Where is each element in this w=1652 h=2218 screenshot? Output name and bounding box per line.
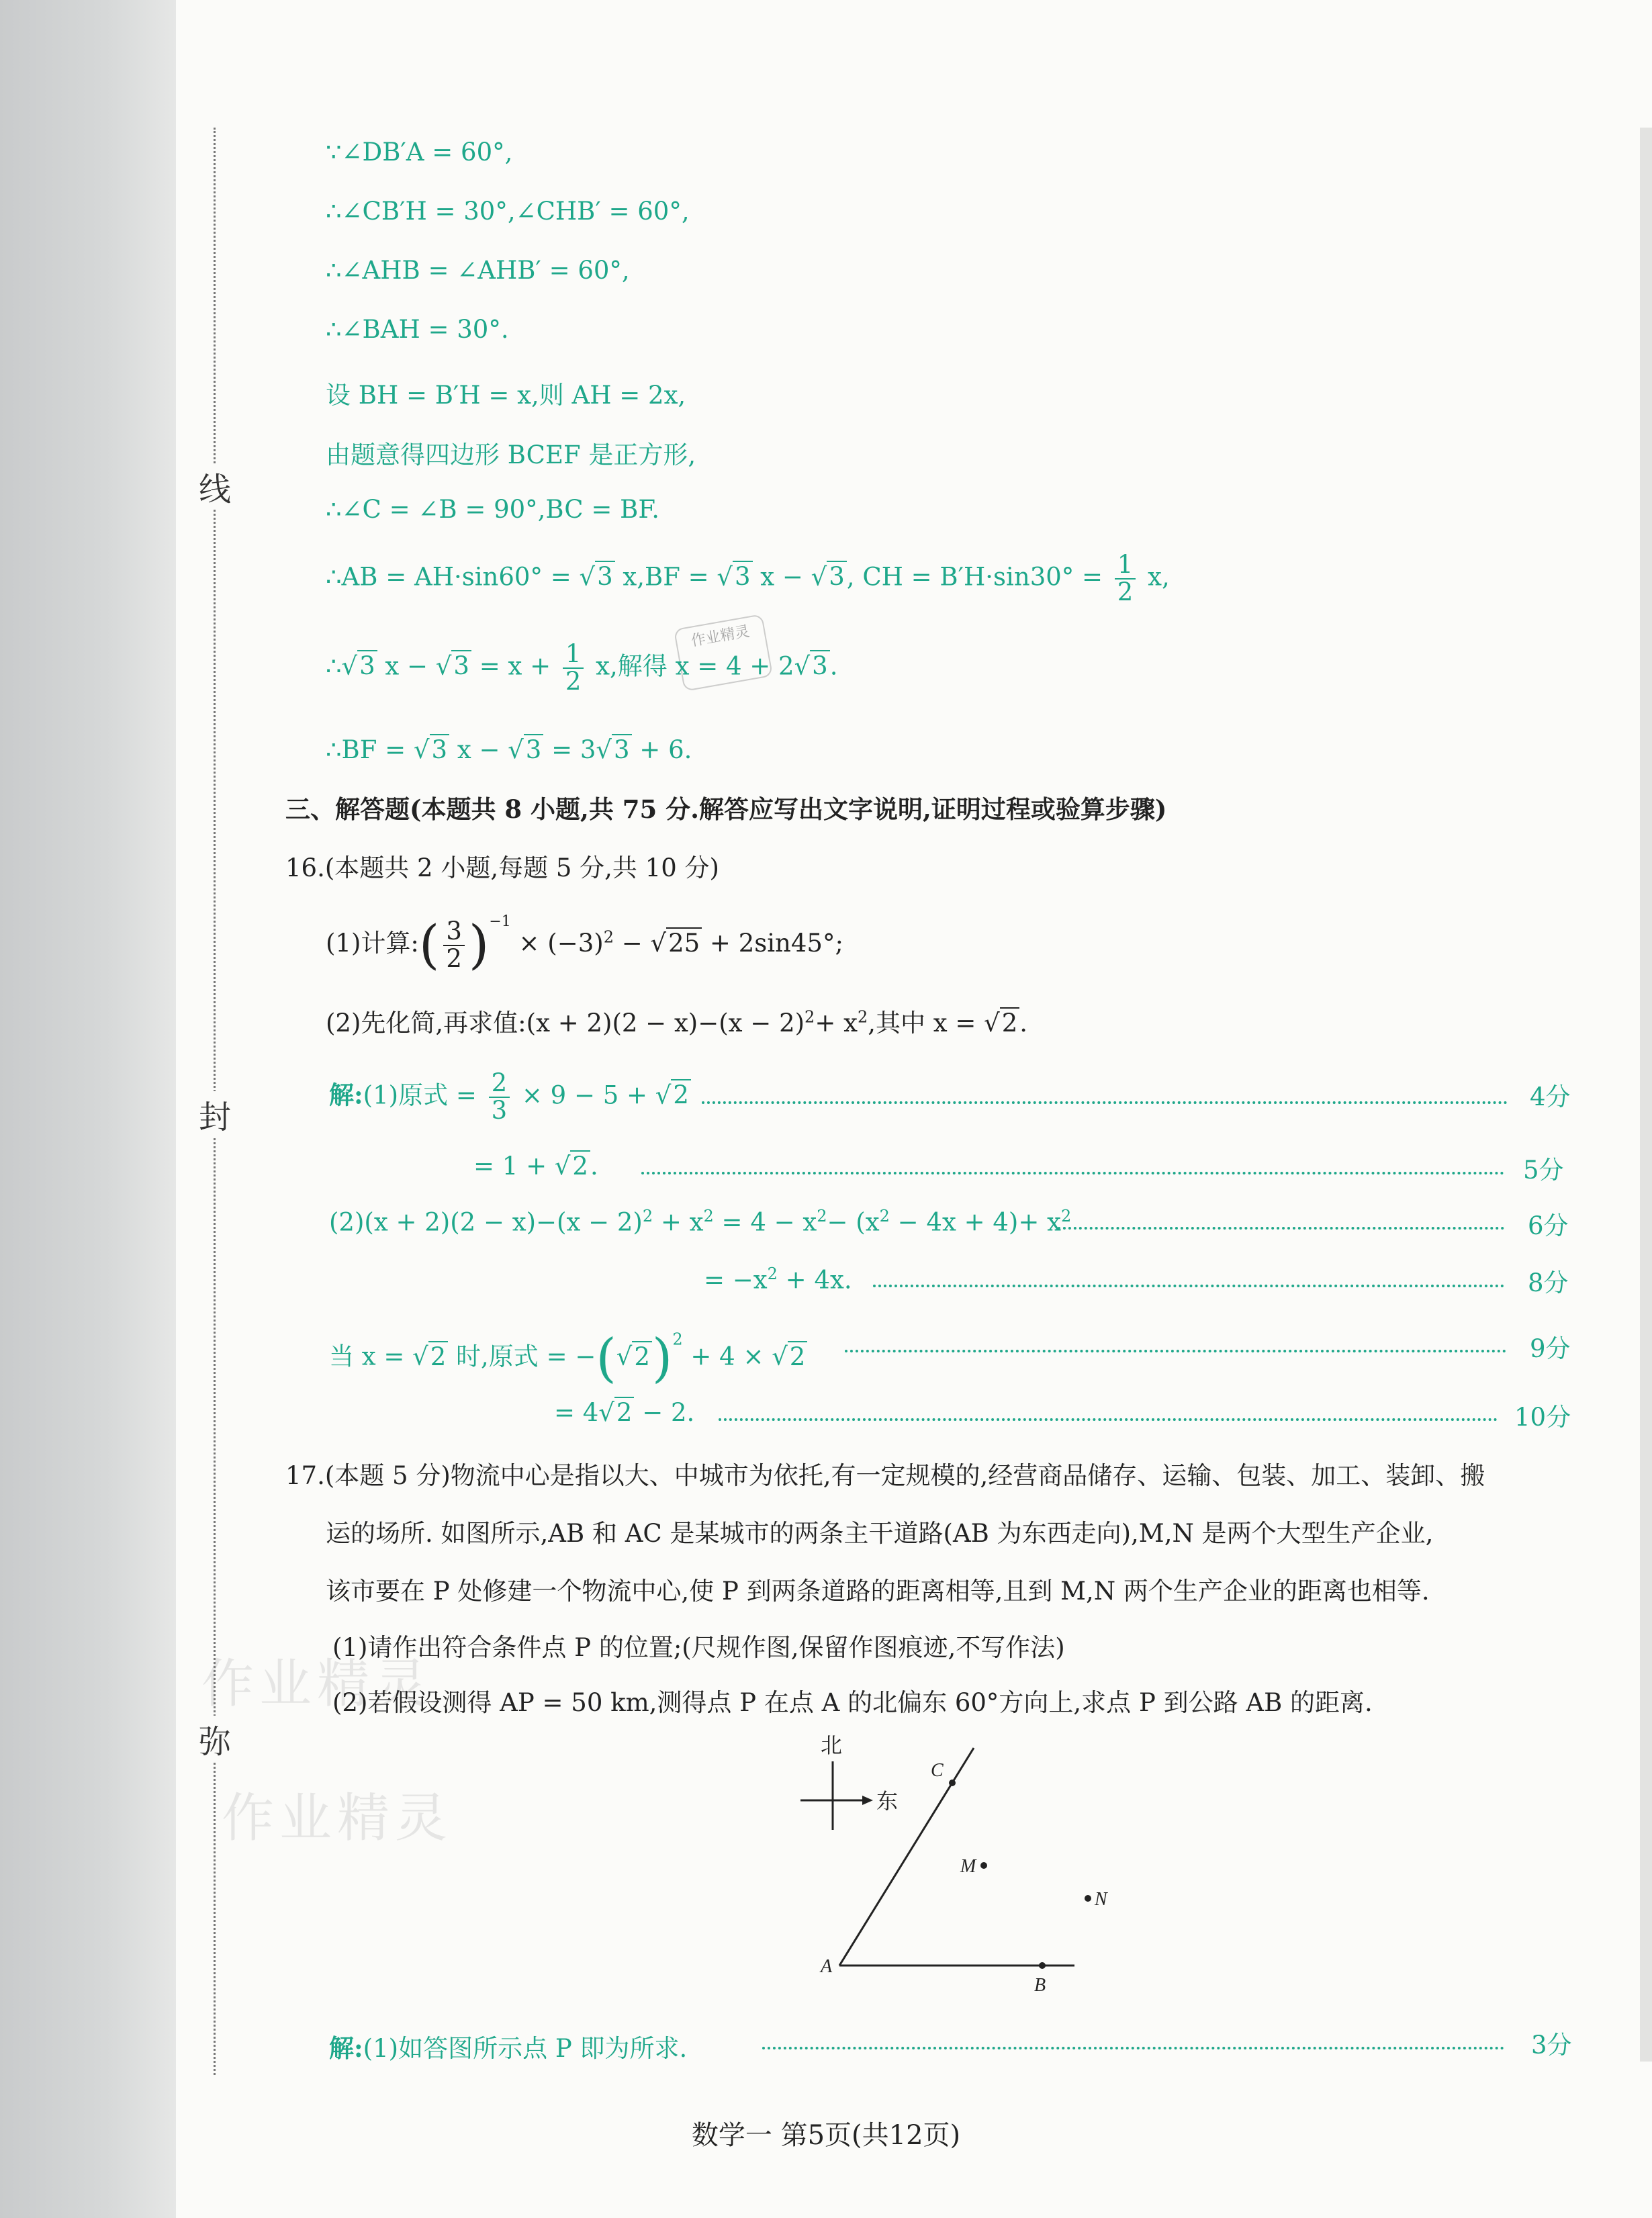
score-leader-dots (641, 1172, 1504, 1174)
point-b (1039, 1962, 1046, 1969)
north-label: 北 (821, 1733, 843, 1757)
question-17-text: 运的场所. 如图所示,AB 和 AC 是某城市的两条主干道路(AB 为东西走向),M,N 是两个大型生产企业, (326, 1519, 1434, 1548)
point-c (949, 1780, 956, 1786)
question-16-part-2: (2)先化简,再求值:(x + $2)(2 - x)-(x - 2)^2+ x^2$,其中 x = √2. (326, 1007, 1028, 1037)
proof-line: 设 BH = B′H = x,则 AH = 2x, (326, 381, 686, 410)
proof-line: ∴∠C = ∠B = 90°,BC = BF. (326, 495, 660, 524)
score-leader-dots (873, 1285, 1504, 1287)
east-arrow-icon (862, 1796, 873, 1805)
proof-line: ∵∠DB′A = 60°, (326, 138, 513, 167)
proof-line: ∴BF = √3 x − √3 = 3√3 + 6. (326, 735, 692, 764)
score-leader-dots (719, 1418, 1498, 1421)
score-label: 4分 (1530, 1082, 1571, 1111)
east-label: 东 (876, 1789, 899, 1813)
score-label: 8分 (1528, 1268, 1569, 1297)
binding-char-feng: 封 (196, 1091, 234, 1138)
binding-char-mi: 弥 (196, 1716, 234, 1762)
q16-solution-step-4: = $-x^2 + 4x$. (704, 1264, 852, 1295)
q16-solution-step-1: 解:(1)原式 = $\frac{2}{3}$ × 9 − 5 + √2 (329, 1070, 691, 1124)
watermark: 作业精灵 (222, 1788, 453, 1849)
score-label: 6分 (1528, 1211, 1569, 1240)
question-16-part-1: (1)计算:( $\frac{3}{2}$ )$^{-1} \times (-3)^2 - √25 + 2\sin 45^\circ$; (326, 913, 843, 976)
page-footer: 数学一 第5页(共12页) (691, 2120, 961, 2151)
proof-line: ∴∠AHB = ∠AHB′ = 60°, (326, 256, 630, 285)
proof-line: ∴AB = AH·sin60° = √3 x,BF = √3 x − √3, CH = B′H·sin30° = $\frac{1}{2}$ x, (326, 550, 1170, 606)
proof-line: ∴√3 x − √3 = x + $\frac{1}{2}$ x,解得 x = 4 + 2√3. (326, 639, 838, 696)
question-16-header: 16.(本题共 2 小题,每题 5 分,共 10 分) (285, 853, 719, 882)
question-17-text: 17.(本题 5 分)物流中心是指以大、中城市为依托,有一定规模的,经营商品储存、运输、包装、加工、装卸、搬 (285, 1461, 1485, 1490)
q16-solution-step-3: $(2)(x + 2)(2 - x)-(x - 2)^2 + x^2 = 4 - x^2- (x^2 - 4x + 4)+ x^2$ (329, 1207, 1072, 1237)
score-label: 5分 (1523, 1156, 1564, 1185)
label-n: N (1095, 1889, 1107, 1910)
label-m: M (960, 1856, 976, 1877)
question-17-part-2: (2)若假设测得 AP = 50 km,测得点 P 在点 A 的北偏东 60°方向上,求点 P 到公路 AB 的距离. (332, 1688, 1373, 1717)
proof-line: ∴∠CB′H = 30°,∠CHB′ = 60°, (326, 197, 690, 226)
score-leader-dots (845, 1350, 1506, 1352)
q16-solution-step-5: 当 x = √2 时,原式 = $-(√2)^2 + 4 \times √2$ (329, 1328, 807, 1389)
score-label: 9分 (1530, 1334, 1571, 1363)
binding-char-xian: 线 (196, 463, 234, 510)
label-b: B (1034, 1975, 1046, 1996)
score-leader-dots (762, 2047, 1504, 2049)
section-title: 三、解答题(本题共 8 小题,共 75 分.解答应写出文字说明,证明过程或验算步骤) (285, 794, 1167, 824)
question-17-part-1: (1)请作出符合条件点 P 的位置;(尺规作图,保留作图痕迹,不写作法) (332, 1633, 1065, 1662)
proof-line: ∴∠BAH = 30°. (326, 315, 509, 344)
q16-solution-step-6: = 4√2 − 2. (554, 1398, 695, 1427)
question-17-text: 该市要在 P 处修建一个物流中心,使 P 到两条道路的距离相等,且到 M,N 两个生产企业的距离也相等. (326, 1577, 1430, 1606)
point-n (1085, 1895, 1091, 1902)
label-a: A (821, 1956, 833, 1977)
score-leader-dots (1058, 1227, 1504, 1230)
watermark: 作业精灵 (201, 1654, 433, 1714)
score-label: 3分 (1531, 2031, 1572, 2060)
geometry-figure (779, 1729, 1115, 1998)
proof-line: 由题意得四边形 BCEF 是正方形, (326, 441, 696, 469)
label-c: C (931, 1760, 944, 1781)
left-margin-strip (0, 0, 176, 2218)
score-leader-dots (702, 1101, 1508, 1104)
point-m (980, 1862, 987, 1869)
q16-solution-step-2: = 1 + √2. (473, 1152, 598, 1181)
right-page-edge (1640, 128, 1652, 2062)
score-label: 10分 (1514, 1403, 1571, 1432)
watermark-stamp: 作业精灵 (674, 614, 773, 692)
q17-solution-step-1: 解:(1)如答图所示点 P 即为所求. (329, 2033, 688, 2063)
